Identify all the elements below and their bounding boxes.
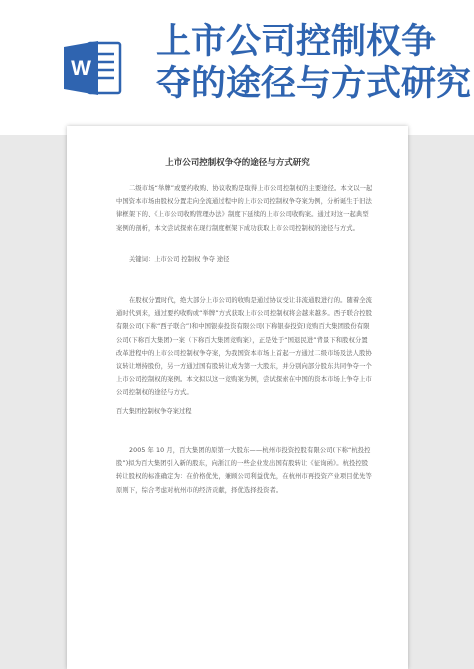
- word-icon: [62, 37, 124, 99]
- document-title: 上市公司控制权争夺的途径与方式研究: [165, 158, 310, 168]
- keywords-line: 关键词：上市公司 控制权 争夺 途径: [129, 256, 230, 263]
- paragraph-abstract: 二级市场“举牌”或要约收购、协议收购是取得上市公司控制权的主要途径。本文以一起中国资本市场由股权分置走向全流通过程中的上市公司控制权争夺案为例，分析诞生于旧法律框架下的、《上市公司收购管理办法》制度下延续的上市公司收购案。通过对这一起典型案例的剖析，本文尝试探索在现行制度框架下成功获取上市公司控制权的途径与方式。: [116, 185, 373, 232]
- section-heading: 百大集团控制权争夺案过程: [116, 408, 192, 415]
- banner: [0, 0, 474, 135]
- svg-text:W: W: [71, 57, 91, 80]
- document-page: [67, 126, 408, 669]
- banner-title-line-1: 上市公司控制权争: [156, 22, 437, 62]
- paragraph-intro: 在股权分置时代，绝大部分上市公司的收购是通过协议受让非流通股进行的。随着全流通时代到来，通过要约收购或“举牌”方式获取上市公司控制权将会越来越多。西子联合控股有限公司(下称“西子联合”)和中国银泰投资有限公司(下称银泰投资)竞购百大集团股份有限公司(下称百大集团)一案（下称百大集团竞购案），正是处于“国退民进”背景下和股权分置改革进程中的上市公司控制权争夺案，为我国资本市场上首起一方通过二级市场及法人股协议转让增持股份，另一方通过国有股转让成为第一大股东，并分别向部分股东共同争夺一个上市公司控制权的案例。本文拟以这一竞购案为例，尝试探索在中国的资本市场上争夺上市公司控制权的途径与方式。: [116, 297, 373, 397]
- banner-title-line-2: 夺的途径与方式研究: [156, 64, 472, 104]
- paragraph-process: 2005 年 10 月，百大集团的原第一大股东——杭州市投资控股有限公司(下称“杭投控股”)拟为百大集团引入新的股东，向浙江的一些企业发出国有股转让《征询函》。杭投控股转让股权的标准确定为：在价格优先，兼顾公司利益优先，在杭州市再投资产业项目优先等原则下，综合考虑对杭州市的经济贡献，择优选择投资者。: [116, 447, 372, 494]
